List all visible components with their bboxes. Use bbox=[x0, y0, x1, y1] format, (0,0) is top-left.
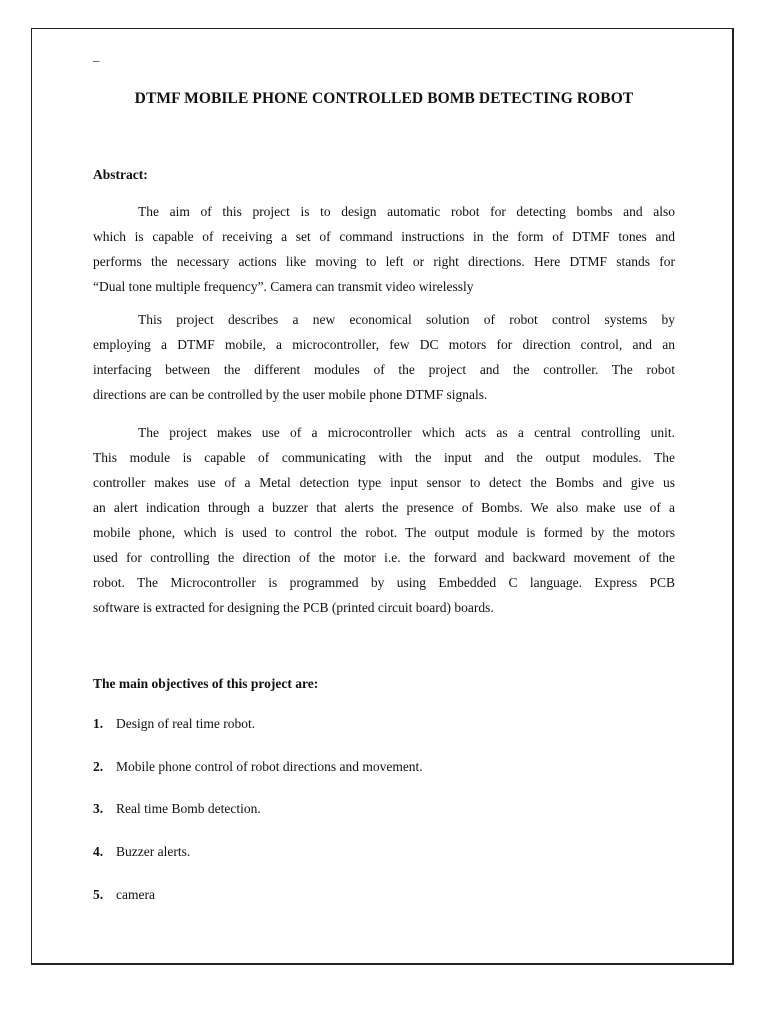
paragraph-line: employing a DTMF mobile, a microcontroller, few DC motors for direction control, and an bbox=[93, 337, 675, 352]
objectives-heading: The main objectives of this project are: bbox=[93, 676, 319, 691]
paragraph-line: controller makes use of a Metal detection type input sensor to detect the Bombs and give us bbox=[93, 475, 675, 490]
paragraph-line: “Dual tone multiple frequency”. Camera can transmit video wirelessly bbox=[93, 279, 474, 294]
paragraph-line: directions are can be controlled by the user mobile phone DTMF signals. bbox=[93, 387, 488, 402]
list-item bbox=[93, 758, 675, 801]
paragraph-line: This module is capable of communicating with the input and the output modules. The bbox=[93, 450, 675, 465]
abstract-paragraph-1 bbox=[93, 199, 675, 299]
paragraph-line: performs the necessary actions like moving to left or right directions. Here DTMF stands for bbox=[93, 254, 675, 269]
paragraph-line: which is capable of receiving a set of command instructions in the form of DTMF tones and bbox=[93, 229, 675, 244]
list-item-number: 1. bbox=[93, 716, 104, 731]
list-item bbox=[93, 800, 675, 843]
list-item-number: 5. bbox=[93, 886, 104, 902]
list-item-text: Design of real time robot. bbox=[116, 716, 256, 731]
paragraph-line: used for controlling the direction of the motor i.e. the forward and backward movement of the bbox=[93, 550, 675, 565]
list-item-number: 4. bbox=[93, 844, 104, 860]
paragraph-line: mobile phone, which is used to control the robot. The output module is formed by the motors bbox=[93, 525, 675, 540]
list-item bbox=[93, 886, 675, 929]
list-item-number: 2. bbox=[93, 758, 104, 774]
list-item-text: Mobile phone control of robot directions and movement. bbox=[116, 758, 423, 774]
paragraph-line: an alert indication through a buzzer that alerts the presence of Bombs. We also make use of a bbox=[93, 500, 675, 515]
list-item-text: Real time Bomb detection. bbox=[116, 801, 261, 817]
paragraph-line: robot. The Microcontroller is programmed by using Embedded C language. Express PCB bbox=[93, 575, 675, 590]
paragraph-line: This project describes a new economical solution of robot control systems by bbox=[138, 312, 675, 327]
list-item bbox=[93, 843, 675, 886]
document-title: DTMF MOBILE PHONE CONTROLLED BOMB DETECTING ROBOT bbox=[134, 90, 634, 107]
abstract-paragraph-3 bbox=[93, 420, 675, 620]
list-item-text: Buzzer alerts. bbox=[116, 844, 191, 860]
objectives-list bbox=[93, 715, 675, 928]
paragraph-line: The aim of this project is to design automatic robot for detecting bombs and also bbox=[138, 204, 675, 219]
paragraph-line: interfacing between the different modules of the project and the controller. The robot bbox=[93, 362, 675, 377]
abstract-heading: Abstract: bbox=[93, 167, 148, 182]
paragraph-line: software is extracted for designing the PCB (printed circuit board) boards. bbox=[93, 600, 494, 615]
list-item bbox=[93, 715, 675, 758]
paragraph-line: The project makes use of a microcontroller which acts as a central controlling unit. bbox=[138, 425, 675, 440]
list-item-text: camera bbox=[116, 886, 155, 902]
stray-mark: _ bbox=[93, 48, 100, 63]
list-item-number: 3. bbox=[93, 801, 104, 817]
abstract-paragraph-2 bbox=[93, 307, 675, 407]
